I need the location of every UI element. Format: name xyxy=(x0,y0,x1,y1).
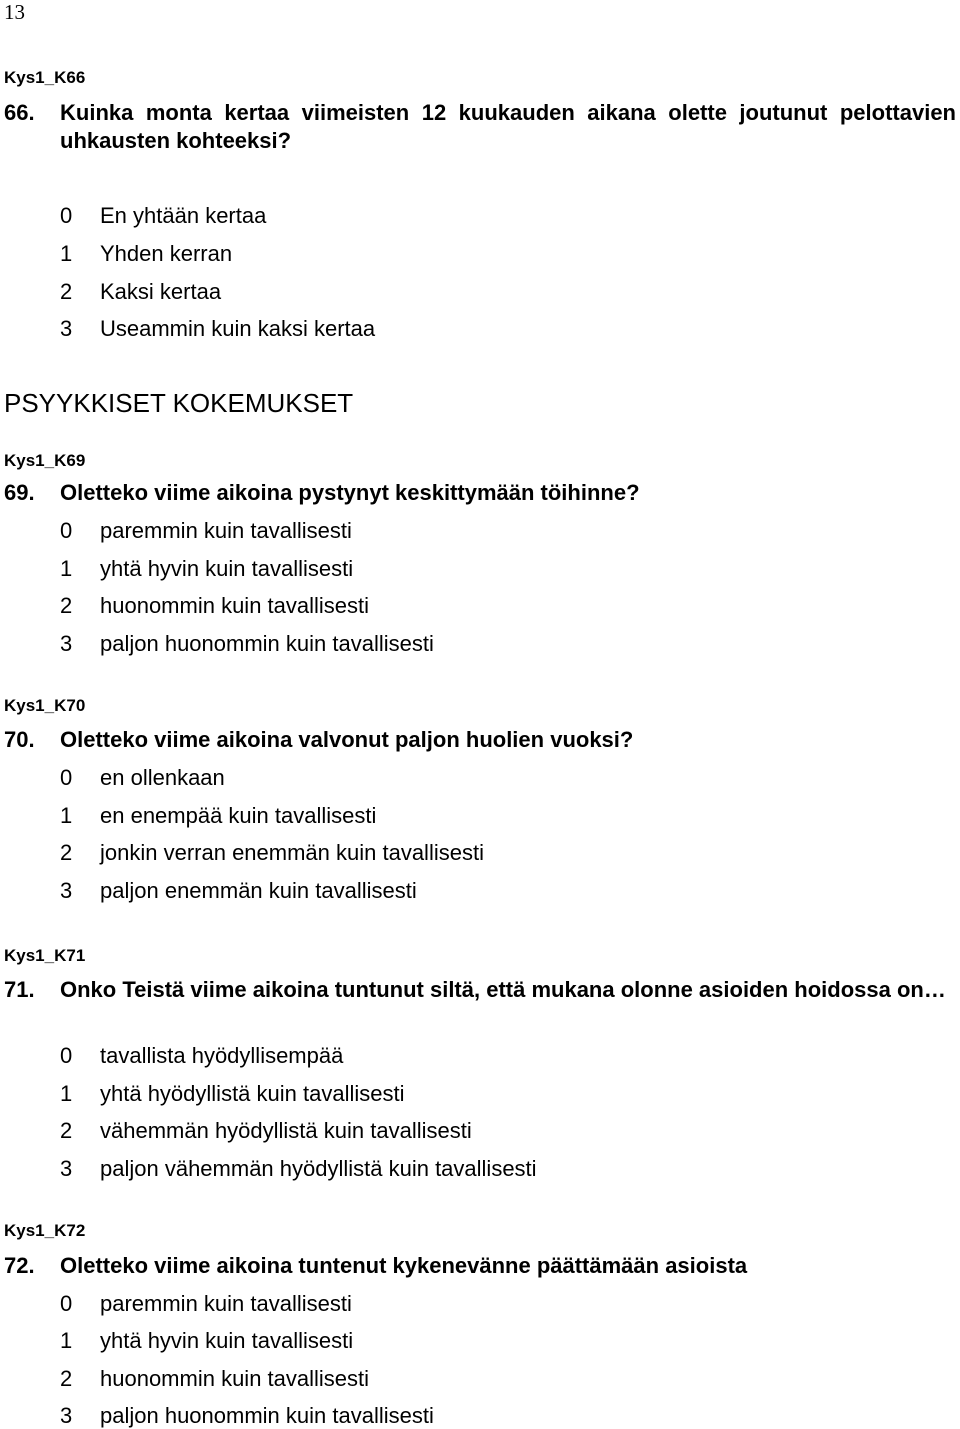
answer-option xyxy=(60,1081,404,1107)
option-number: 2 xyxy=(60,593,73,618)
answer-option xyxy=(60,1403,434,1429)
answer-option xyxy=(60,1328,353,1354)
answer-option xyxy=(60,765,225,791)
answer-option xyxy=(60,1156,537,1182)
option-label: Yhden kerran xyxy=(100,241,233,266)
option-number: 0 xyxy=(60,1291,73,1316)
option-number: 3 xyxy=(60,878,73,903)
answer-option xyxy=(60,279,221,305)
option-number: 2 xyxy=(60,1118,73,1143)
answer-option xyxy=(60,803,376,829)
option-label: jonkin verran enemmän kuin tavallisesti xyxy=(100,840,484,865)
option-number: 2 xyxy=(60,1366,73,1391)
option-label: vähemmän hyödyllistä kuin tavallisesti xyxy=(100,1118,472,1143)
answer-option xyxy=(60,593,369,619)
option-label: yhtä hyvin kuin tavallisesti xyxy=(100,556,354,581)
option-number: 2 xyxy=(60,840,73,865)
answer-option xyxy=(60,241,232,267)
option-number: 1 xyxy=(60,1081,73,1106)
question-code: Kys1_K69 xyxy=(4,451,86,470)
option-number: 0 xyxy=(60,1043,73,1068)
question-number: 69. xyxy=(4,480,35,505)
option-label: paljon vähemmän hyödyllistä kuin tavallisesti xyxy=(100,1156,537,1181)
answer-option xyxy=(60,203,266,229)
answer-option xyxy=(60,518,352,544)
option-label: paremmin kuin tavallisesti xyxy=(100,1291,352,1316)
option-label: yhtä hyödyllistä kuin tavallisesti xyxy=(100,1081,405,1106)
answer-option xyxy=(60,1291,352,1317)
question-text: Oletteko viime aikoina pystynyt keskittymään töihinne? xyxy=(60,480,640,505)
answer-option xyxy=(60,316,375,342)
option-label: Useammin kuin kaksi kertaa xyxy=(100,316,376,341)
option-label: paremmin kuin tavallisesti xyxy=(100,518,352,543)
option-label: En yhtään kertaa xyxy=(100,203,267,228)
option-label: huonommin kuin tavallisesti xyxy=(100,593,370,618)
answer-option xyxy=(60,878,417,904)
option-number: 0 xyxy=(60,765,73,790)
answer-option xyxy=(60,1366,369,1392)
option-number: 1 xyxy=(60,803,73,828)
answer-option xyxy=(60,840,484,866)
option-number: 1 xyxy=(60,1328,73,1353)
question-code: Kys1_K70 xyxy=(4,696,86,715)
question-code: Kys1_K66 xyxy=(4,68,86,87)
answer-option xyxy=(60,556,353,582)
question-text: Kuinka monta kertaa viimeisten 12 kuukauden aikana olette joutunut pelottavien uhkausten kohteeksi? xyxy=(60,100,956,153)
option-label: tavallista hyödyllisempää xyxy=(100,1043,344,1068)
option-label: en enempää kuin tavallisesti xyxy=(100,803,377,828)
option-number: 3 xyxy=(60,631,73,656)
option-label: en ollenkaan xyxy=(100,765,225,790)
question-number: 71. xyxy=(4,977,35,1002)
question-text: Oletteko viime aikoina tuntenut kykenevänne päättämään asioista xyxy=(60,1253,748,1278)
question-number: 66. xyxy=(4,100,35,125)
option-number: 3 xyxy=(60,316,73,341)
option-number: 3 xyxy=(60,1156,73,1181)
option-label: paljon huonommin kuin tavallisesti xyxy=(100,631,434,656)
option-number: 3 xyxy=(60,1403,73,1428)
page-number: 13 xyxy=(4,0,25,24)
option-label: huonommin kuin tavallisesti xyxy=(100,1366,370,1391)
question-code: Kys1_K72 xyxy=(4,1221,86,1240)
section-title: PSYYKKISET KOKEMUKSET xyxy=(4,388,354,418)
option-label: paljon enemmän kuin tavallisesti xyxy=(100,878,417,903)
question-text: Onko Teistä viime aikoina tuntunut siltä, että mukana olonne asioiden hoidossa on… xyxy=(60,977,946,1002)
question-number: 72. xyxy=(4,1253,35,1278)
option-label: paljon huonommin kuin tavallisesti xyxy=(100,1403,434,1428)
option-label: yhtä hyvin kuin tavallisesti xyxy=(100,1328,354,1353)
question-code: Kys1_K71 xyxy=(4,946,86,965)
answer-option xyxy=(60,1043,343,1069)
answer-option xyxy=(60,1118,472,1144)
option-label: Kaksi kertaa xyxy=(100,279,222,304)
question-number: 70. xyxy=(4,727,35,752)
question-text: Oletteko viime aikoina valvonut paljon huolien vuoksi? xyxy=(60,727,634,752)
option-number: 0 xyxy=(60,203,73,228)
option-number: 1 xyxy=(60,556,73,581)
option-number: 1 xyxy=(60,241,73,266)
option-number: 2 xyxy=(60,279,73,304)
option-number: 0 xyxy=(60,518,73,543)
answer-option xyxy=(60,631,434,657)
